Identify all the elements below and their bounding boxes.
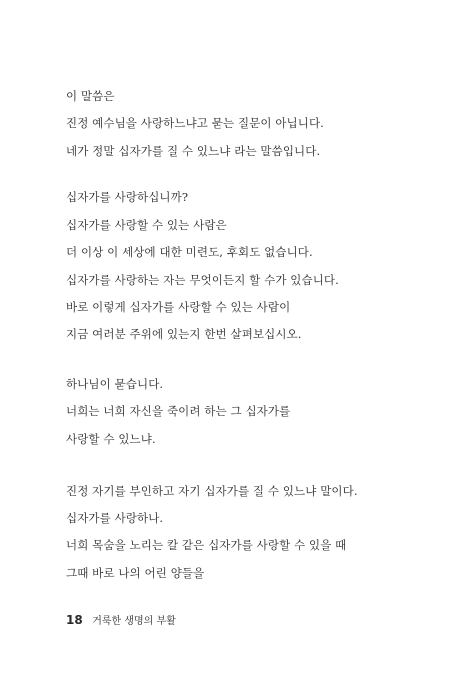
text-line: 십자가를 사랑하나. (66, 511, 164, 525)
running-title: 거룩한 생명의 부활 (92, 616, 176, 627)
text-line: 너희 목숨을 노리는 칼 같은 십자가를 사랑할 수 있을 때 (66, 538, 347, 552)
text-line: 하나님이 묻습니다. (66, 377, 164, 391)
text-line: 사랑할 수 있느냐. (66, 432, 156, 446)
text-line: 십자가를 사랑할 수 있는 사람은 (66, 218, 227, 232)
text-line: 너희는 너희 자신을 죽이려 하는 그 십자가를 (66, 404, 291, 418)
text-line: 바로 이렇게 십자가를 사랑할 수 있는 사람이 (66, 300, 291, 314)
text-line: 진정 자기를 부인하고 자기 십자가를 질 수 있느냐 말이다. (66, 484, 358, 498)
text-line: 십자가를 사랑하는 자는 무엇이든지 할 수가 있습니다. (66, 273, 339, 287)
text-line: 그때 바로 나의 어린 양들을 (66, 566, 205, 580)
text-line: 이 말씀은 (66, 89, 115, 103)
text-line: 지금 여러분 주위에 있는지 한번 살펴보십시오. (66, 327, 302, 341)
text-line: 십자가를 사랑하십니까? (66, 190, 189, 204)
text-line: 네가 정말 십자가를 질 수 있느냐 라는 말씀입니다. (66, 144, 321, 158)
text-line: 더 이상 이 세상에 대한 미련도, 후회도 없습니다. (66, 245, 313, 259)
page-number: 18 (66, 613, 83, 627)
text-line: 진정 예수님을 사랑하느냐고 묻는 질문이 아닙니다. (66, 116, 324, 130)
page-footer (66, 613, 176, 629)
